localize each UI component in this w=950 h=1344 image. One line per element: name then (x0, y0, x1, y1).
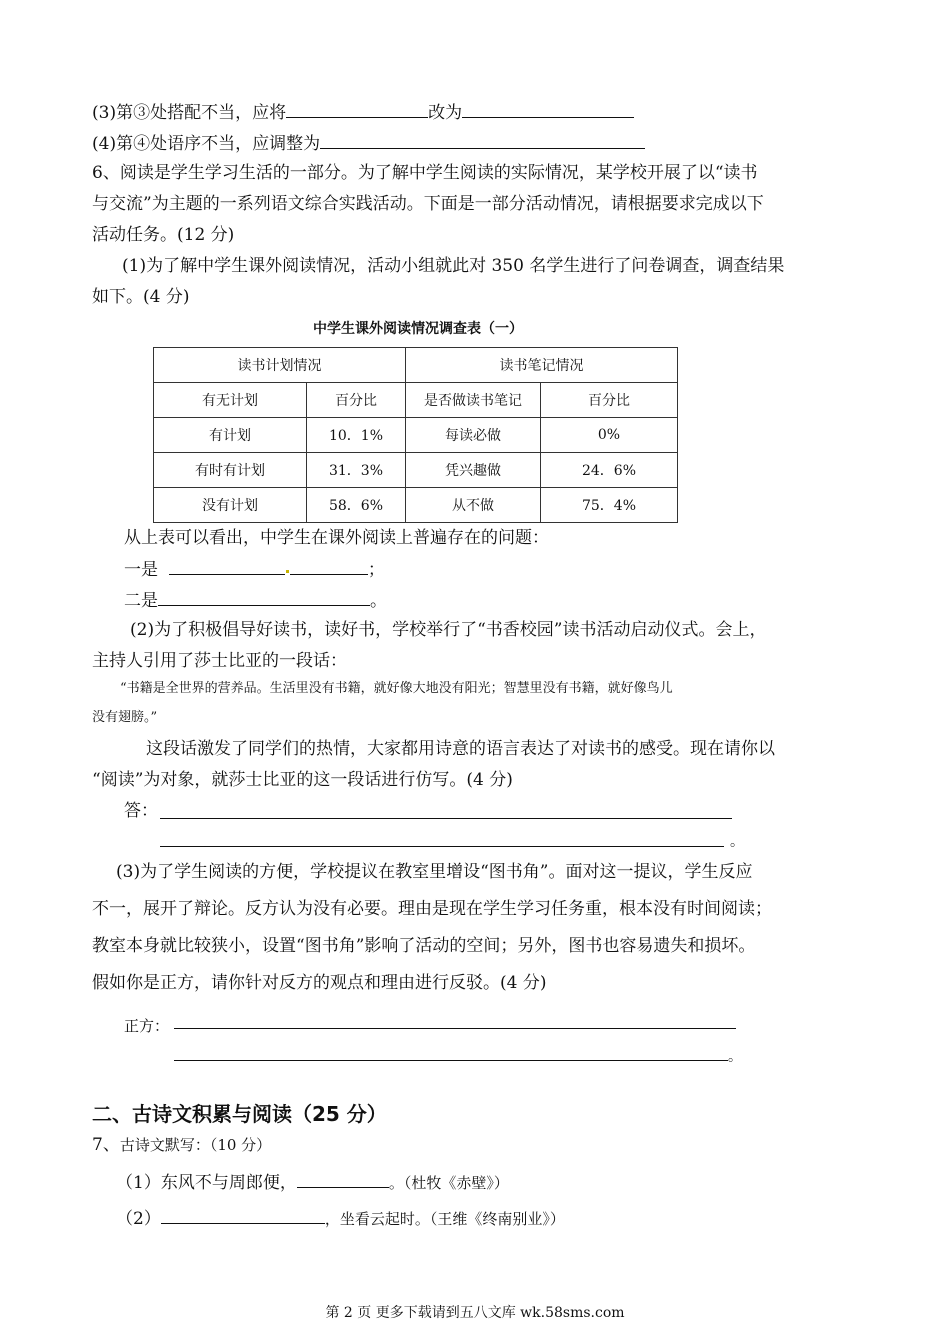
table-title: 中学生课外阅读情况调查表（一） (313, 321, 523, 337)
table-cell: 每读必做 (406, 418, 541, 453)
answer-two-label: 二是 (124, 591, 158, 611)
col-header: 是否做读书笔记 (406, 383, 541, 418)
page-footer: 第 2 页 更多下载请到五八文库 wk.58sms.com (325, 1305, 625, 1321)
table-cell: 31．3% (307, 453, 406, 488)
section-2-heading: 二、古诗文积累与阅读（25 分） (92, 1102, 387, 1126)
shakespeare-quote-line-2: 没有翅膀。” (92, 710, 158, 725)
part-1-line-1: (1)为了解中学生课外阅读情况，活动小组就此对 350 名学生进行了问卷调查，调查结果 (122, 256, 785, 276)
item-3-text-b: 改为 (428, 103, 463, 123)
table-cell: 从不做 (406, 488, 541, 523)
shakespeare-quote-line-1: “书籍是全世界的营养品。生活里没有书籍，就好像大地没有阳光；智慧里没有书籍，就好像鸟儿 (120, 681, 673, 696)
blank-one-b[interactable] (290, 557, 368, 575)
table-row (154, 418, 678, 453)
blank-4[interactable] (320, 131, 645, 149)
answer-period: 。 (730, 834, 744, 850)
table-cell: 58．6% (307, 488, 406, 523)
col-header: 百分比 (307, 383, 406, 418)
survey-table (153, 347, 678, 523)
affirmative-line-2[interactable] (174, 1060, 728, 1061)
answer-label: 答： (124, 801, 158, 821)
answer-one (124, 557, 385, 581)
table-cell: 有时有计划 (154, 453, 307, 488)
affirmative-label: 正方： (124, 1017, 170, 1035)
table-cell: 凭兴趣做 (406, 453, 541, 488)
answer-line-2[interactable] (160, 846, 724, 847)
blank-3b[interactable] (462, 100, 634, 118)
blank-two[interactable] (158, 588, 370, 606)
part-3-line-4: 假如你是正方，请你针对反方的观点和理由进行反驳。(4 分) (92, 973, 547, 993)
question-7-title: 古诗文默写：（10 分） (119, 1136, 272, 1154)
table-cell: 0% (541, 418, 678, 453)
item-3-text: (3)第③处搭配不当，应将 (92, 103, 287, 123)
question-7-number: 7、 (92, 1135, 120, 1155)
item-4 (92, 131, 645, 155)
part-2-line-3: 这段话激发了同学们的热情，大家都用诗意的语言表达了对读书的感受。现在请你以 (146, 739, 775, 759)
poem-1 (116, 1170, 509, 1194)
group-header-plan: 读书计划情况 (154, 348, 406, 383)
semicolon: ； (367, 560, 385, 580)
blank-poem-1[interactable] (297, 1170, 389, 1188)
table-row (154, 453, 678, 488)
table-row (154, 488, 678, 523)
part-3-line-3: 教室本身就比较狭小，设置“图书角”影响了活动的空间；另外，图书也容易遗失和损坏。 (92, 936, 756, 956)
question-7 (92, 1134, 271, 1156)
answer-one-label: 一是 (124, 560, 158, 580)
poem-1-source: 。（杜牧《赤壁》） (388, 1174, 509, 1192)
table-cell: 75．4% (541, 488, 678, 523)
table-conclusion-prompt: 从上表可以看出，中学生在课外阅读上普遍存在的问题： (124, 528, 549, 548)
part-3-line-1: (3)为了学生阅读的方便，学校提议在教室里增设“图书角”。面对这一提议，学生反应 (116, 862, 753, 882)
table-cell: 24．6% (541, 453, 678, 488)
table-cell: 没有计划 (154, 488, 307, 523)
affirmative-period: 。 (728, 1049, 742, 1065)
answer-two (124, 588, 387, 612)
answer-line-1[interactable] (160, 818, 732, 819)
part-2-line-1: (2)为了积极倡导好读书，读好书，学校举行了“书香校园”读书活动启动仪式。会上， (130, 620, 767, 640)
col-header: 有无计划 (154, 383, 307, 418)
blank-poem-2[interactable] (161, 1206, 325, 1224)
period-mark: 。 (370, 591, 387, 611)
blank-3a[interactable] (286, 100, 428, 118)
poem-1-text: （1）东风不与周郎便， (116, 1173, 297, 1193)
question-6-line-1: 6、阅读是学生学习生活的一部分。为了解中学生阅读的实际情况，某学校开展了以“读书 (92, 163, 758, 183)
table-column-header-row (154, 383, 678, 418)
part-3-line-2: 不一，展开了辩论。反方认为没有必要。理由是现在学生学习任务重，根本没有时间阅读； (92, 899, 772, 919)
part-2-line-4: “阅读”为对象，就莎士比亚的这一段话进行仿写。(4 分) (92, 770, 513, 790)
table-group-header-row (154, 348, 678, 383)
dot-mark (286, 570, 289, 573)
affirmative-line-1[interactable] (174, 1028, 736, 1029)
poem-2 (116, 1206, 565, 1230)
table-cell: 有计划 (154, 418, 307, 453)
item-3 (92, 100, 634, 124)
poem-2-number: （2） (116, 1209, 161, 1229)
poem-2-text: ，坐看云起时。（王维《终南别业》） (324, 1210, 565, 1228)
group-header-notes: 读书笔记情况 (406, 348, 678, 383)
question-6-line-2: 与交流”为主题的一系列语文综合实践活动。下面是一部分活动情况，请根据要求完成以下 (92, 194, 764, 214)
table-cell: 10．1% (307, 418, 406, 453)
item-4-text: (4)第④处语序不当，应调整为 (92, 134, 321, 154)
blank-one-a[interactable] (169, 557, 285, 575)
col-header: 百分比 (541, 383, 678, 418)
part-1-line-2: 如下。(4 分) (92, 287, 190, 307)
part-2-line-2: 主持人引用了莎士比亚的一段话： (92, 651, 347, 671)
question-6-line-3: 活动任务。(12 分) (92, 225, 235, 245)
